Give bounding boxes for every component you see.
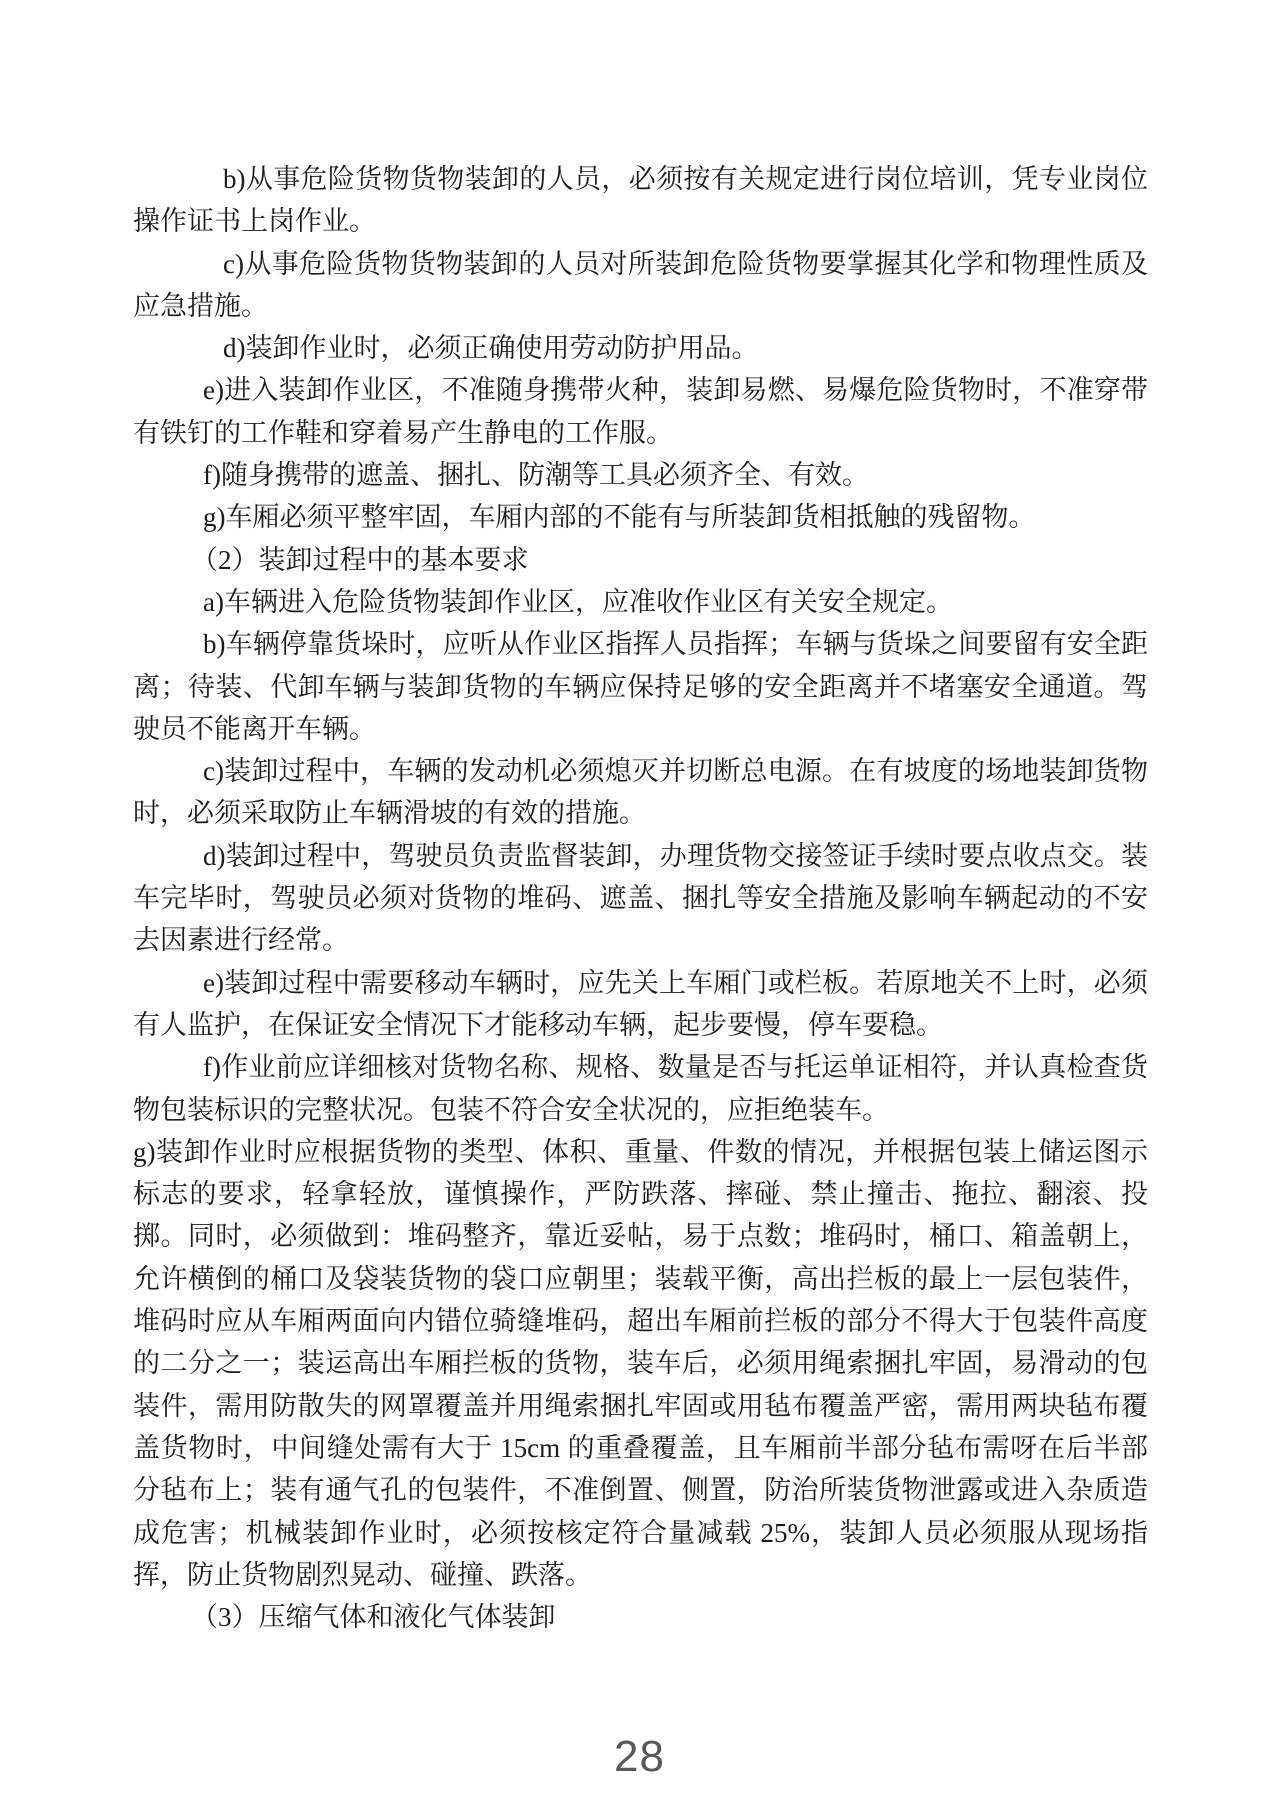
paragraph-item-a2: a)车辆进入危险货物装卸作业区，应准收作业区有关安全规定。 — [203, 586, 953, 617]
paragraph-item-b1: b)从事危险货物货物装卸的人员，必须按有关规定进行岗位培训，凭专业岗位操作证书上岗作业。 — [133, 164, 1148, 237]
paragraph-item-b2: b)车辆停靠货垛时，应听从作业区指挥人员指挥；车辆与货垛之间要留有安全距离；待装、代卸车辆与装卸货物的车辆应保持足够的安全距离并不堵塞安全通道。驾驶员不能离开车辆。 — [133, 629, 1148, 744]
paragraph-item-f1: f)随身携带的遮盖、捆扎、防潮等工具必须齐全、有效。 — [203, 460, 869, 491]
paragraph-item-e2: e)装卸过程中需要移动车辆时，应先关上车厢门或栏板。若原地关不上时，必须有人监护，在保证安全情况下才能移动车辆，起步要慢，停车要稳。 — [133, 967, 1148, 1040]
paragraph-item-e1: e)进入装卸作业区，不准随身携带火种，装卸易燃、易爆危险货物时，不准穿带有铁钉的工作鞋和穿着易产生静电的工作服。 — [133, 375, 1148, 448]
paragraph-item-c1: c)从事危险货物货物装卸的人员对所装卸危险货物要掌握其化学和物理性质及应急措施。 — [133, 248, 1148, 321]
page-number: 28 — [614, 1732, 665, 1781]
paragraph-item-c2: c)装卸过程中，车辆的发动机必须熄灭并切断总电源。在有坡度的场地装卸货物时，必须采取防止车辆滑坡的有效的措施。 — [133, 756, 1148, 829]
paragraph-item-g1: g)车厢必须平整牢固，车厢内部的不能有与所装卸货相抵触的残留物。 — [203, 502, 1036, 533]
paragraph-item-d2: d)装卸过程中，驾驶员负责监督装卸，办理货物交接签证手续时要点收点交。装车完毕时，驾驶员必须对货物的堆码、遮盖、捆扎等安全措施及影响车辆起动的不安去因素进行经常。 — [133, 840, 1148, 956]
document-body — [133, 158, 1148, 1638]
section-heading-2: （2）装卸过程中的基本要求 — [191, 544, 529, 575]
paragraph-item-d1: d)装卸作业时，必须正确使用劳动防护用品。 — [223, 333, 759, 364]
paragraph-item-f2: f)作业前应详细核对货物名称、规格、数量是否与托运单证相符，并认真检查货物包装标识的完整状况。包装不符合安全状况的，应拒绝装车。 — [133, 1052, 1148, 1125]
section-heading-3: （3）压缩气体和液化气体装卸 — [191, 1602, 556, 1633]
paragraph-item-g2: g)装卸作业时应根据货物的类型、体积、重量、件数的情况，并根据包装上储运图示标志的要求，轻拿轻放，谨慎操作，严防跌落、摔碰、禁止撞击、拖拉、翻滚、投掷。同时，必须做到：堆码整齐，靠近妥帖，易于点数；堆码时，桶口、箱盖朝上，允许横倒的桶口及袋装货物的袋口应朝里；装载平衡，高出拦板的最上一层包装件，堆码时应从车厢两面向内错位骑缝堆码，超出车厢前拦板的部分不得大于包装件高度的二分之一；装运高出车厢拦板的货物，装车后，必须用绳索捆扎牢固，易滑动的包装件，需用防散失的网罩覆盖并用绳索捆扎牢固或用毡布覆盖严密，需用两块毡布覆盖货物时，中间缝处需有大于 15cm 的重叠覆盖，且车厢前半部分毡布需呀在后半部分毡布上；装有通气孔的包装件，不准倒置、侧置，防治所装货物泄露或进入杂质造成危害；机械装卸作业时，必须按核定符合量减载 25%，装卸人员必须服从现场指挥，防止货物剧烈晃动、碰撞、跌落。 — [133, 1136, 1148, 1590]
page-footer — [0, 1733, 1279, 1781]
